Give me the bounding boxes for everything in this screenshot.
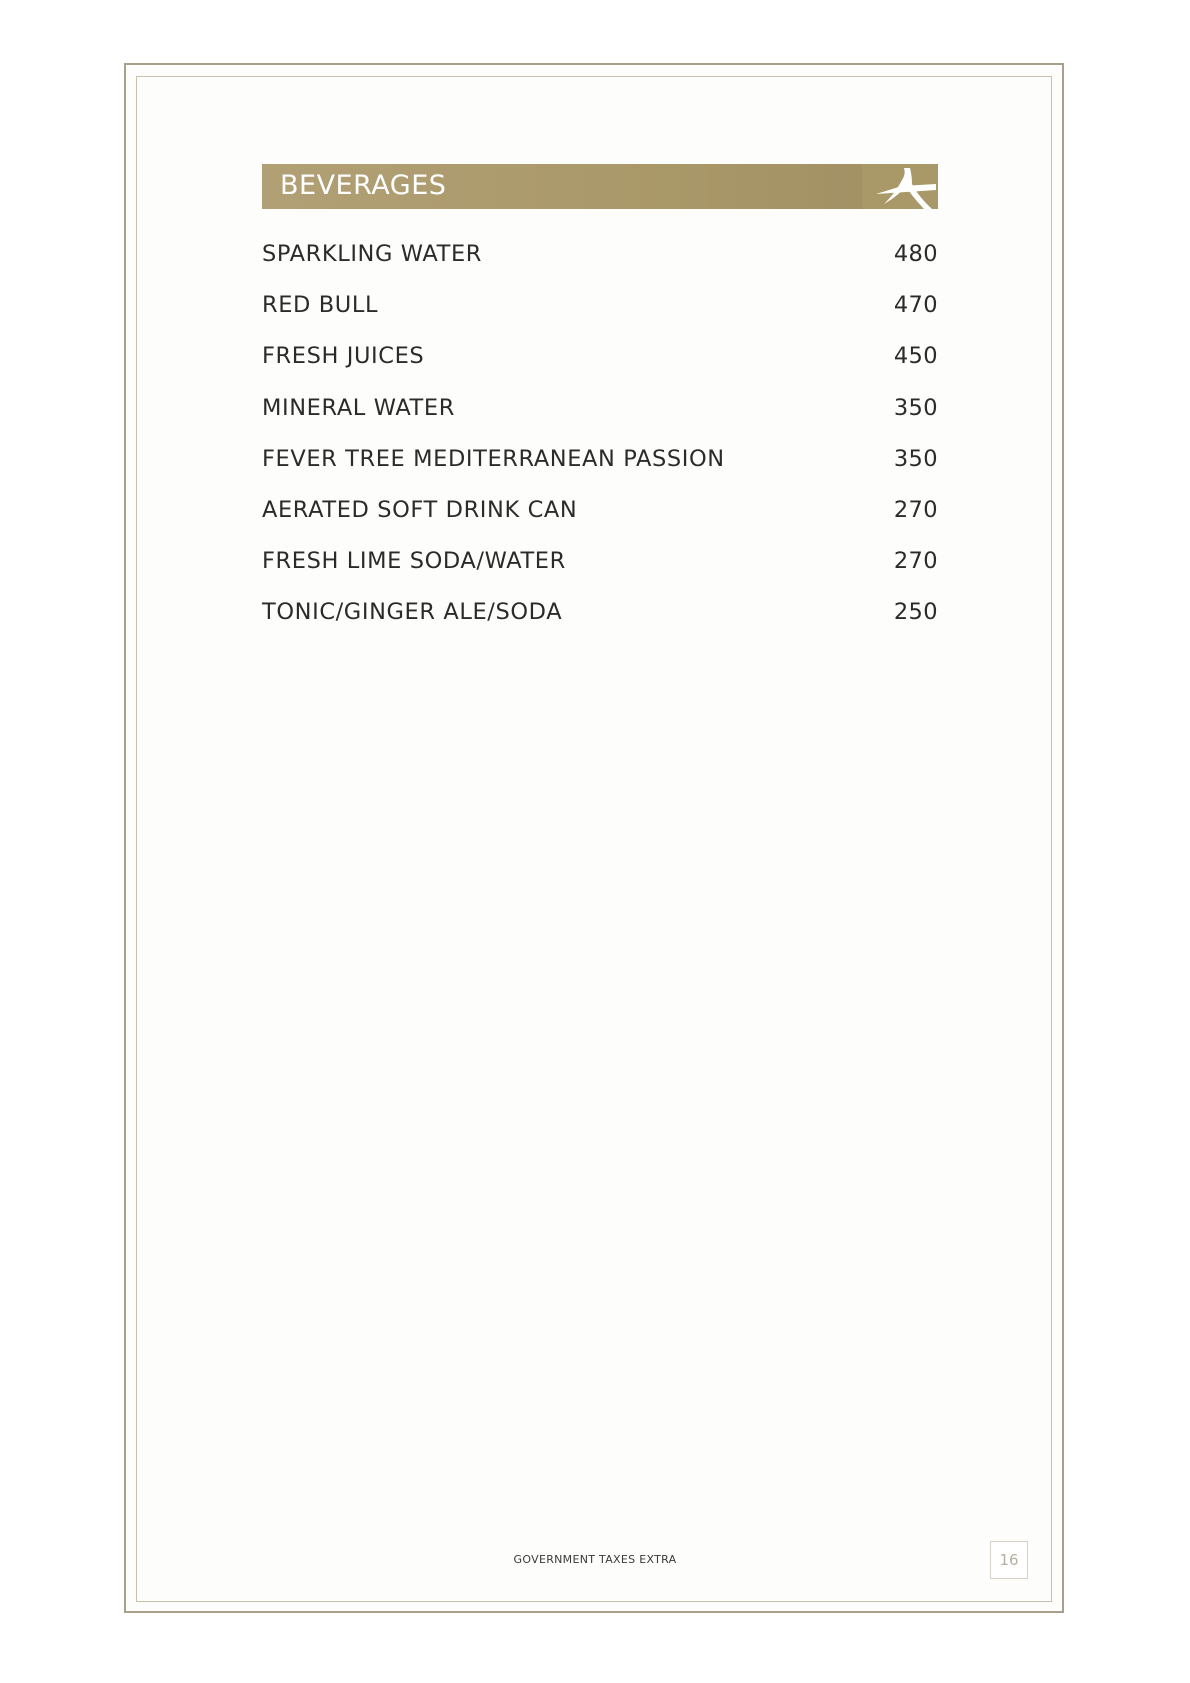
item-name: RED BULL [262, 292, 379, 319]
item-price: 270 [893, 548, 938, 575]
item-name: SPARKLING WATER [262, 241, 483, 267]
menu-item [262, 286, 938, 337]
menu-item [262, 593, 938, 644]
menu-item [262, 491, 938, 542]
menu-item [262, 440, 938, 491]
section-header [262, 164, 938, 209]
item-name: FRESH JUICES [262, 343, 425, 370]
menu-item [262, 337, 938, 388]
item-price: 470 [893, 292, 938, 319]
beverage-list [262, 235, 938, 645]
page-number: 16 [990, 1541, 1028, 1579]
item-name: MINERAL WATER [262, 394, 455, 421]
item-name: FEVER TREE MEDITERRANEAN PASSION [262, 445, 725, 472]
item-name: TONIC/GINGER ALE/SODA [262, 599, 563, 626]
item-price: 450 [893, 343, 938, 370]
item-price: 480 [893, 241, 938, 267]
menu-item [262, 235, 938, 286]
chinese-character-emblem-icon [862, 164, 938, 209]
item-price: 350 [893, 445, 938, 472]
section-title: BEVERAGES [280, 170, 447, 201]
menu-item [262, 389, 938, 440]
item-price: 270 [893, 496, 938, 523]
item-price: 250 [893, 599, 938, 626]
item-name: FRESH LIME SODA/WATER [262, 548, 566, 575]
footer-note: GOVERNMENT TAXES EXTRA [513, 1553, 677, 1566]
item-price: 350 [893, 394, 938, 421]
item-name: AERATED SOFT DRINK CAN [262, 496, 578, 523]
menu-item [262, 542, 938, 593]
